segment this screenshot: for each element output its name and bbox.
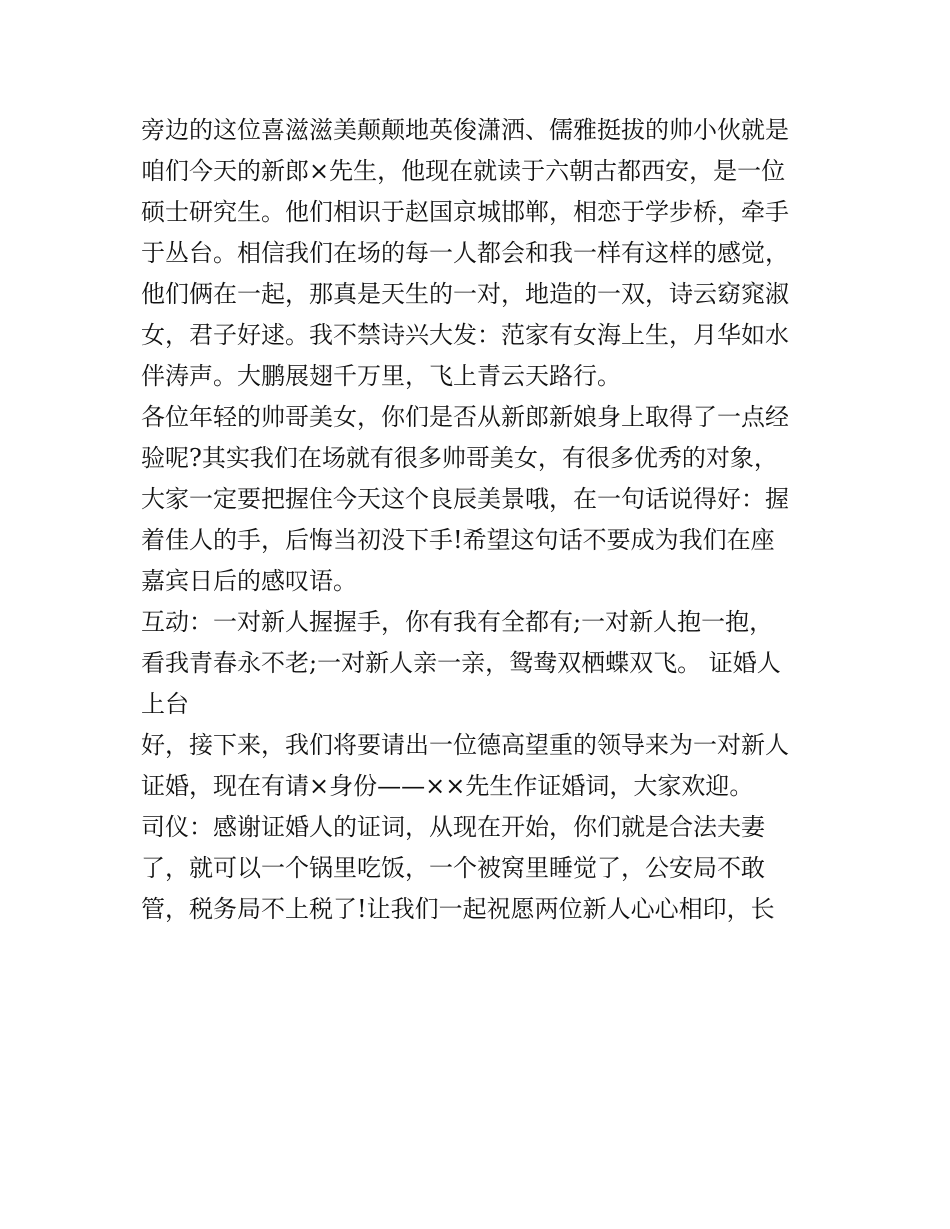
text-line: 伴涛声。大鹏展翅千万里，飞上青云天路行。: [141, 362, 621, 390]
text-line: 咱们今天的新郎×先生，他现在就读于六朝古都西安，是一位: [141, 157, 786, 185]
document-body: [141, 110, 821, 930]
text-line: 管，税务局不上税了!让我们一起祝愿两位新人心心相印，长: [141, 895, 775, 923]
text-line: 好，接下来，我们将要请出一位德高望重的领导来为一对新人: [141, 731, 789, 759]
text-line: 于丛台。相信我们在场的每一人都会和我一样有这样的感觉，: [141, 239, 789, 267]
text-line: 大家一定要把握住今天这个良辰美景哦，在一句话说得好：握: [141, 485, 789, 513]
text-line: 他们俩在一起，那真是天生的一对，地造的一双，诗云窈窕淑: [141, 280, 789, 308]
text-line: 各位年轻的帅哥美女，你们是否从新郎新娘身上取得了一点经: [141, 403, 789, 431]
text-line: 旁边的这位喜滋滋美颠颠地英俊潇洒、儒雅挺拔的帅小伙就是: [141, 116, 789, 144]
text-line: 嘉宾日后的感叹语。: [141, 567, 357, 595]
text-line: 了，就可以一个锅里吃饭，一个被窝里睡觉了，公安局不敢: [141, 854, 765, 882]
text-line: 验呢?其实我们在场就有很多帅哥美女，有很多优秀的对象，: [141, 444, 778, 472]
text-line: 证婚，现在有请×身份——××先生作证婚词，大家欢迎。: [141, 772, 754, 800]
text-line: 着佳人的手，后悔当初没下手!希望这句话不要成为我们在座: [141, 526, 775, 554]
text-line: 女，君子好逑。我不禁诗兴大发：范家有女海上生，月华如水: [141, 321, 789, 349]
text-line: 看我青春永不老;一对新人亲一亲，鸳鸯双栖蝶双飞。 证婚人: [141, 649, 781, 677]
text-line: 司仪：感谢证婚人的证词，从现在开始，你们就是合法夫妻: [141, 813, 765, 841]
text-line: 互动：一对新人握握手，你有我有全都有;一对新人抱一抱，: [141, 608, 774, 636]
text-line: 上台: [141, 690, 189, 718]
text-line: 硕士研究生。他们相识于赵国京城邯郸，相恋于学步桥，牵手: [141, 198, 789, 226]
